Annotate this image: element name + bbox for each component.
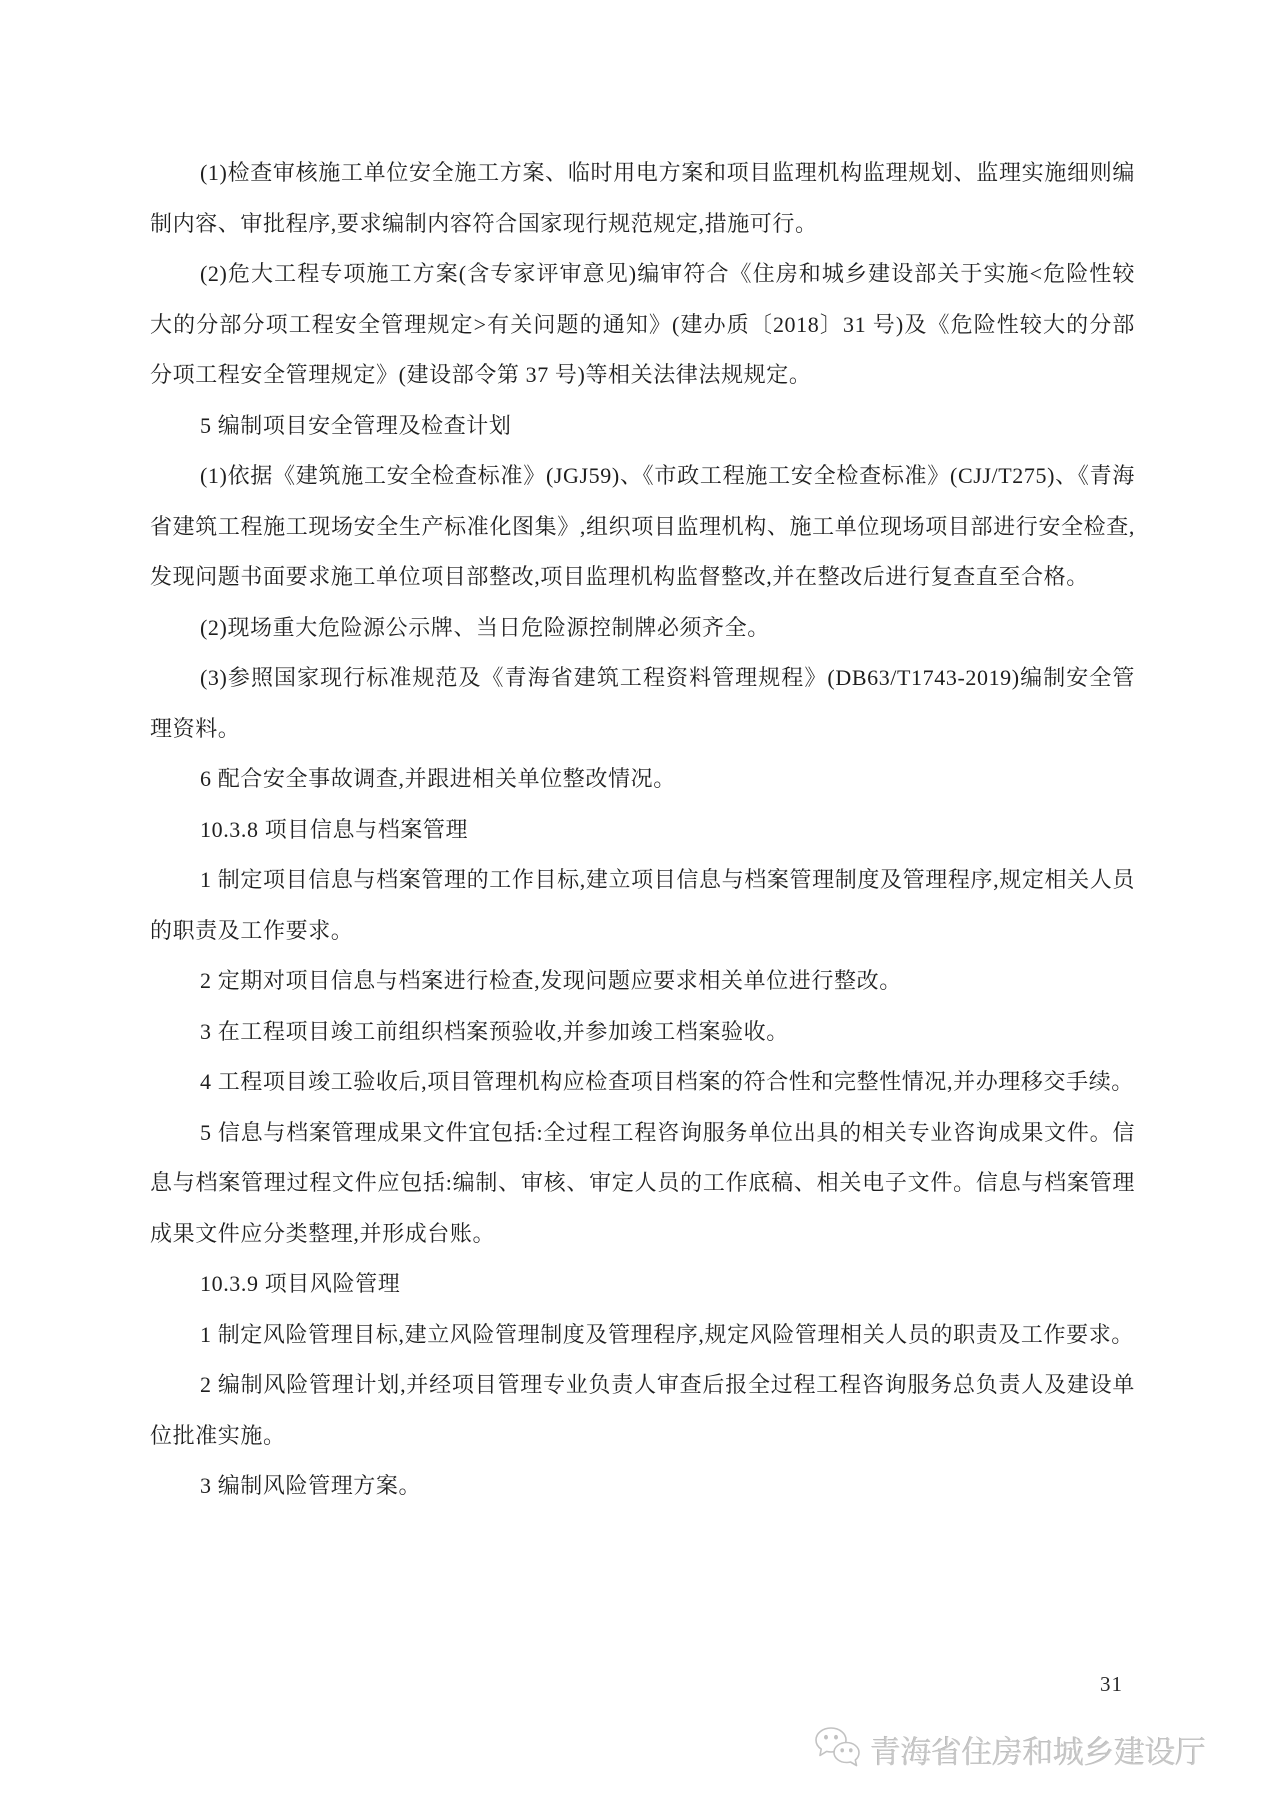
page-number: 31 — [1100, 1672, 1123, 1696]
paragraph: 5 信息与档案管理成果文件宜包括:全过程工程咨询服务单位出具的相关专业咨询成果文件。信息与档案管理过程文件应包括:编制、审核、审定人员的工作底稿、相关电子文件。信息与档案管理成果文件应分类整理,并形成台账。 — [150, 1119, 1135, 1246]
paragraph: 2 定期对项目信息与档案进行检查,发现问题应要求相关单位进行整改。 — [200, 968, 902, 993]
paragraph: (3)参照国家现行标准规范及《青海省建筑工程资料管理规程》(DB63/T1743-2019)编制安全管理资料。 — [150, 665, 1135, 741]
document-body — [150, 148, 1135, 1512]
paragraph: 4 工程项目竣工验收后,项目管理机构应检查项目档案的符合性和完整性情况,并办理移交手续。 — [200, 1069, 1134, 1094]
paragraph: (2)危大工程专项施工方案(含专家评审意见)编审符合《住房和城乡建设部关于实施<危险性较大的分部分项工程安全管理规定>有关问题的通知》(建办质〔2018〕31 号)及《危险性较大的分部分项工程安全管理规定》(建设部令第 37 号)等相关法律法规规定。 — [150, 261, 1135, 387]
footer-brand — [813, 1724, 1206, 1774]
paragraph: 3 在工程项目竣工前组织档案预验收,并参加竣工档案验收。 — [200, 1018, 789, 1044]
paragraph: 5 编制项目安全管理及检查计划 — [200, 412, 512, 438]
paragraph: 6 配合安全事故调查,并跟进相关单位整改情况。 — [200, 766, 676, 791]
wechat-icon — [813, 1724, 863, 1774]
paragraph: 10.3.9 项目风险管理 — [200, 1271, 401, 1296]
paragraph: 1 制定风险管理目标,建立风险管理制度及管理程序,规定风险管理相关人员的职责及工作要求。 — [200, 1321, 1134, 1347]
paragraph: (1)依据《建筑施工安全检查标准》(JGJ59)、《市政工程施工安全检查标准》(CJJ/T275)、《青海省建筑工程施工现场安全生产标准化图集》,组织项目监理机构、施工单位现场项目部进行安全检查,发现问题书面要求施工单位项目部整改,项目监理机构监督整改,并在整改后进行复查直至合格。 — [150, 463, 1135, 589]
paragraph: (2)现场重大危险源公示牌、当日危险源控制牌必须齐全。 — [200, 614, 770, 640]
paragraph: 2 编制风险管理计划,并经项目管理专业负责人审查后报全过程工程咨询服务总负责人及建设单位批准实施。 — [150, 1372, 1135, 1448]
paragraph: 1 制定项目信息与档案管理的工作目标,建立项目信息与档案管理制度及管理程序,规定相关人员的职责及工作要求。 — [150, 867, 1135, 943]
paragraph: 3 编制风险管理方案。 — [200, 1473, 422, 1498]
paragraph: (1)检查审核施工单位安全施工方案、临时用电方案和项目监理机构监理规划、监理实施细则编制内容、审批程序,要求编制内容符合国家现行规范规定,措施可行。 — [150, 160, 1135, 236]
paragraph: 10.3.8 项目信息与档案管理 — [200, 816, 469, 842]
footer-org-name: 青海省住房和城乡建设厅 — [870, 1734, 1206, 1770]
